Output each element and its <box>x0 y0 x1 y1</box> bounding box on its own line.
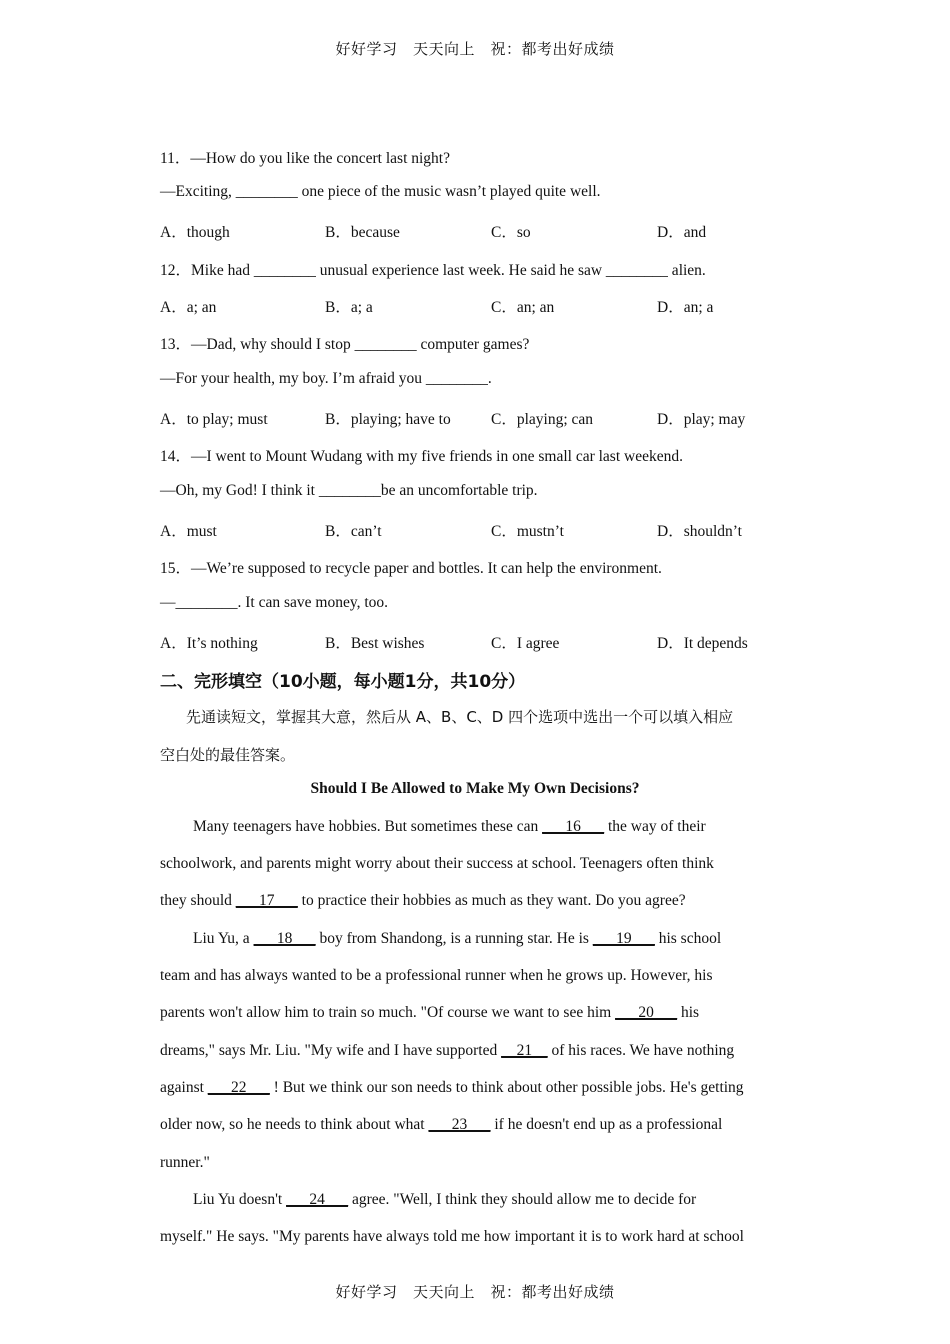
passage-line <box>193 818 706 836</box>
passage-line <box>160 967 712 985</box>
passage-text: boy from Shandong, is a running star. He is <box>315 930 593 947</box>
q14-option-b: B．can’t <box>325 523 382 540</box>
passage-text: Liu Yu doesn't <box>193 1191 287 1208</box>
q11-option-d: D．and <box>657 224 707 241</box>
blank-22: ___22___ <box>207 1079 270 1096</box>
passage-title: Should I Be Allowed to Make My Own Decisions? <box>310 780 640 797</box>
q11-option-c: C．so <box>491 224 531 241</box>
q12-option-a: A．a; an <box>160 299 217 316</box>
passage-text: runner." <box>160 1154 210 1171</box>
q11-option-a: A．though <box>160 224 230 241</box>
passage-line <box>160 855 714 873</box>
passage-line <box>160 1042 734 1060</box>
passage-text: ! But we think our son needs to think about other possible jobs. He's getting <box>269 1079 744 1096</box>
question-11-stem: 11．—How do you like the concert last night? <box>160 150 450 167</box>
q13-option-b: B．playing; have to <box>325 411 451 428</box>
passage-text: schoolwork, and parents might worry about their success at school. Teenagers often think <box>160 855 714 872</box>
blank-23: ___23___ <box>428 1116 491 1133</box>
passage-line <box>160 1154 210 1172</box>
blank-24: ___24___ <box>286 1191 349 1208</box>
passage-line <box>193 930 721 948</box>
passage-line <box>160 892 686 910</box>
passage-text: myself." He says. "My parents have always told me how important it is to work hard at school <box>160 1228 744 1245</box>
passage-line <box>160 1079 744 1097</box>
passage-text: parents won't allow him to train so much. "Of course we want to see him <box>160 1004 616 1021</box>
q12-option-d: D．an; a <box>657 299 714 316</box>
passage-line <box>160 1004 699 1022</box>
question-14-stem: 14．—I went to Mount Wudang with my five friends in one small car last weekend. <box>160 448 683 465</box>
blank-16: ___16___ <box>542 818 605 835</box>
passage-text: his <box>677 1004 700 1021</box>
passage-text: dreams," says Mr. Liu. "My wife and I have supported <box>160 1042 502 1059</box>
section-title: 二、完形填空（10小题，每小题1分，共10分） <box>160 672 526 692</box>
blank-21: __21__ <box>501 1042 548 1059</box>
page-footer: 好好学习 天天向上 祝：都考出好成绩 <box>335 1283 615 1301</box>
passage-text: older now, so he needs to think about what <box>160 1116 429 1133</box>
q15-option-b: B．Best wishes <box>325 635 425 652</box>
question-15-stem: 15．—We’re supposed to recycle paper and bottles. It can help the environment. <box>160 560 662 577</box>
page-header: 好好学习 天天向上 祝：都考出好成绩 <box>335 40 615 58</box>
blank-20: ___20___ <box>615 1004 678 1021</box>
section-instructions-line-1: 先通读短文，掌握其大意，然后从 A、B、C、D 四个选项中选出一个可以填入相应 <box>186 708 734 726</box>
passage-text: his school <box>654 930 722 947</box>
passage-text: if he doesn't end up as a professional <box>490 1116 723 1133</box>
q13-option-c: C．playing; can <box>491 411 594 428</box>
passage-line <box>193 1191 696 1209</box>
question-11-reply: —Exciting, ________ one piece of the music wasn’t played quite well. <box>160 183 601 200</box>
passage-text: they should <box>160 892 236 909</box>
passage-text: the way of their <box>604 818 706 835</box>
passage-text: to practice their hobbies as much as they want. Do you agree? <box>297 892 686 909</box>
question-13-stem: 13．—Dad, why should I stop ________ computer games? <box>160 336 530 353</box>
passage-text: Many teenagers have hobbies. But sometimes these can <box>193 818 543 835</box>
q13-option-a: A．to play; must <box>160 411 268 428</box>
passage-text: team and has always wanted to be a professional runner when he grows up. However, his <box>160 967 713 984</box>
blank-17: ___17___ <box>235 892 298 909</box>
passage-text: of his races. We have nothing <box>547 1042 735 1059</box>
q11-option-b: B．because <box>325 224 400 241</box>
passage-line <box>160 1228 744 1246</box>
passage-text: agree. "Well, I think they should allow me to decide for <box>348 1191 697 1208</box>
q14-option-c: C．mustn’t <box>491 523 564 540</box>
blank-19: ___19___ <box>592 930 655 947</box>
passage-line <box>160 1116 722 1134</box>
question-14-reply: —Oh, my God! I think it ________be an uncomfortable trip. <box>160 482 538 499</box>
question-15-reply: —________. It can save money, too. <box>160 594 389 611</box>
passage-text: against <box>160 1079 208 1096</box>
section-instructions-line-2: 空白处的最佳答案。 <box>160 746 296 764</box>
q15-option-c: C．I agree <box>491 635 560 652</box>
question-12-stem: 12．Mike had ________ unusual experience last week. He said he saw ________ alien. <box>160 262 706 279</box>
question-13-reply: —For your health, my boy. I’m afraid you ________. <box>160 370 492 387</box>
passage-text: Liu Yu, a <box>193 930 254 947</box>
q14-option-d: D．shouldn’t <box>657 523 742 540</box>
q12-option-b: B．a; a <box>325 299 373 316</box>
q15-option-a: A．It’s nothing <box>160 635 258 652</box>
blank-18: ___18___ <box>253 930 316 947</box>
q12-option-c: C．an; an <box>491 299 555 316</box>
q14-option-a: A．must <box>160 523 217 540</box>
q13-option-d: D．play; may <box>657 411 746 428</box>
q15-option-d: D．It depends <box>657 635 748 652</box>
